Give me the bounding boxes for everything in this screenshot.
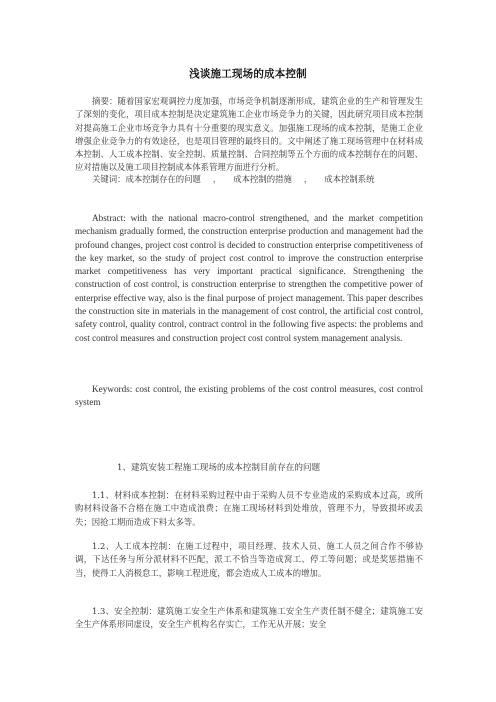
abstract-english: Abstract: with the national macro-control strengthened, and the market competition mechanism gradually formed, the construction enterprise production and management had the profound changes, project cost control is decided to construction enterprise competitiveness of the key market, so the study of project cost control to improve the construction enterprise market competitiveness has very important practical significance. Strengthening the construction of cost control, is construction enterprise to strengthen the competitive power of enterprise effective way, also is the final purpose of project management. This paper describes the construction site in materials in the management of cost control, the artificial cost control, safety control, quality control, contract control in the following five aspects: the problems and cost control measures and construction project cost control system management analysis. [75, 213, 423, 343]
keyword-separator-text: ， [212, 174, 222, 184]
section-heading: 1、建筑安装工程施工现场的成本控制目前存在的问题 [117, 463, 321, 473]
section-paragraph-labor-cost: 1.2、人工成本控制：在施工过程中，项目经理、技术人员、施工人员之间合作不够协调，下达任务与所分派材料不匹配，派工不恰当等造成窝工、停工等问题；或是奖惩措施不当，使得工人消极怠工，影响工程进度，都会造成人工成本的增加。 [75, 541, 423, 578]
keyword-item: 成本控制的措施 [233, 174, 292, 184]
document-title: 浅谈施工现场的成本控制 [189, 68, 307, 80]
keyword-item: 成本控制存在的问题 [125, 174, 201, 184]
abstract-chinese: 摘要：随着国家宏观调控力度加强，市场竞争机制逐渐形成，建筑企业的生产和管理发生了深刻的变化，项目成本控制是决定建筑施工企业市场竞争力的关键，因此研究项目成本控制对提高施工企业市场竞争力具有十分重要的现实意义。加强施工现场的成本控制，是施工企业增强企业竞争力的有效途径，也是项目管理的最终目的。文中阐述了施工现场管理中在材料成本控制、人工成本控制、安全控制、质量控制、合同控制等五个方面的成本控制存在的问题、应对措施以及施工项目控制成本体系管理方面进行分析。 [75, 96, 423, 173]
keywords-english: Keywords: cost control, the existing problems of the cost control measures, cost control system [75, 384, 423, 408]
keywords-chinese [75, 173, 423, 186]
keyword-item: 成本控制系统 [324, 174, 375, 184]
section-paragraph-material-cost: 1.1、材料成本控制：在材料采购过程中由于采购人员不专业造成的采购成本过高，或所购材料设备不合格在施工中造成浪费；在施工现场材料到处堆放，管理不力，导致损坏或丢失；因抢工期而造成下料太多等。 [75, 490, 423, 527]
section-paragraph-safety-control: 1.3、安全控制：建筑施工安全生产体系和建筑施工安全生产责任制不健全；建筑施工安全生产体系形同虚设，安全生产机构名存实亡，工作无从开展；安全 [75, 606, 423, 630]
keyword-separator-text: ， [303, 174, 313, 184]
keywords-label: 关键词： [92, 174, 126, 184]
